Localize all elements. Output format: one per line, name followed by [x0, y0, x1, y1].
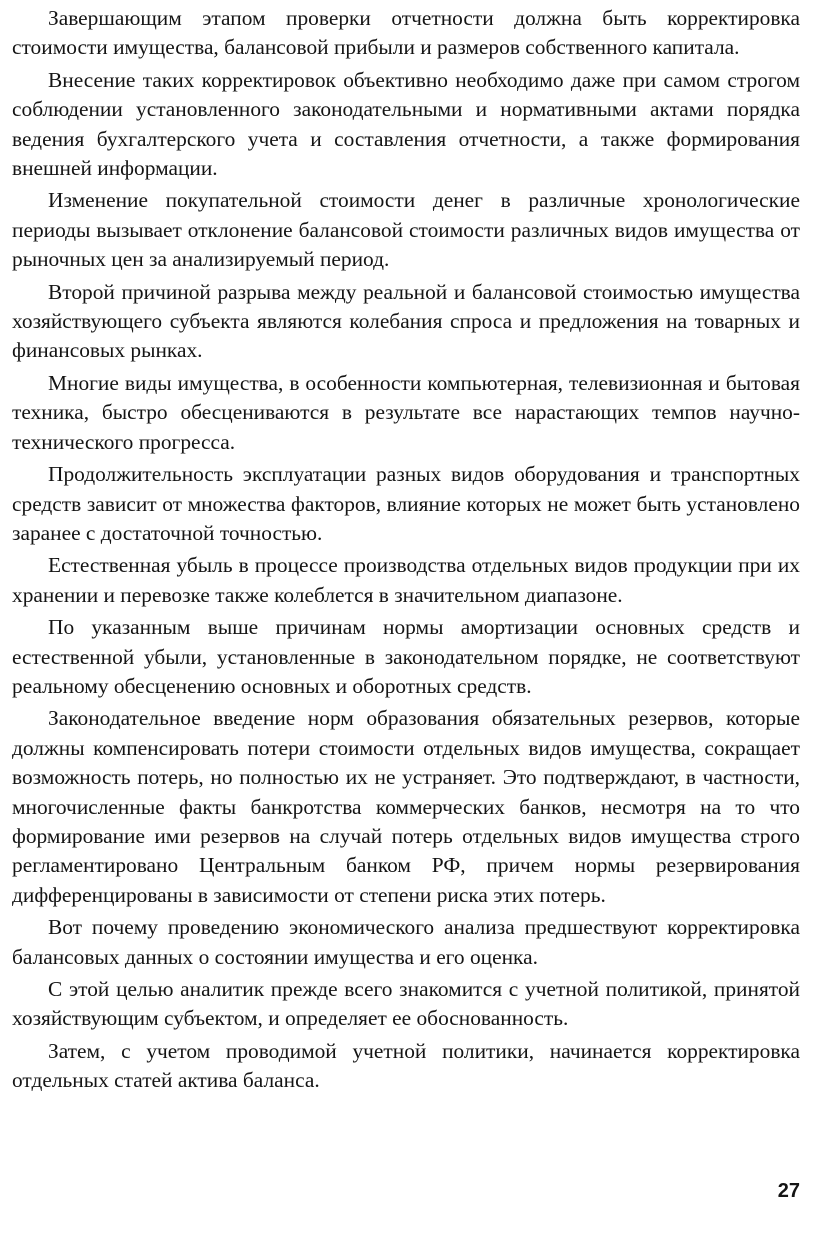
page-number: 27	[777, 1180, 800, 1202]
paragraph-natural-loss: Естественная убыль в процессе производства отдельных видов продукции при их хранении и перевозке также колеблется в значительном диапазоне.	[12, 553, 800, 607]
paragraph-amortization-norms: По указанным выше причинам нормы амортизации основных средств и естественной убыли, установленные в законодательном порядке, не соответствуют реальному обесценению основных и оборотных средств.	[12, 615, 800, 698]
paragraph-purchasing-power: Изменение покупательной стоимости денег в различные хронологические периоды вызывает отклонение балансовой стоимости различных видов имущества от рыночных цен за анализируемый период.	[12, 188, 800, 272]
paragraph-balance-correction: Завершающим этапом проверки отчетности должна быть корректировка стоимости имущества, балансовой прибыли и размеров собственного капитала.	[12, 6, 800, 60]
paragraph-adjustment-necessity: Внесение таких корректировок объективно необходимо даже при самом строгом соблюдении установленного законодательными и нормативными актами порядка ведения бухгалтерского учета и составления отчетности, а также формирования внешней информации.	[12, 67, 800, 181]
paragraph-analysis-precedence: Вот почему проведению экономического анализа предшествуют корректировка балансовых данных о состоянии имущества и его оценка.	[12, 915, 800, 969]
paragraph-technology-depreciation: Многие виды имущества, в особенности компьютерная, телевизионная и бытовая техника, быстро обесцениваются в результате все нарастающих темпов научно-технического прогресса.	[12, 370, 800, 454]
document-body	[12, 4, 800, 1099]
paragraph-asset-correction: Затем, с учетом проводимой учетной политики, начинается корректировка отдельных статей актива баланса.	[12, 1038, 800, 1093]
paragraph-supply-demand: Второй причиной разрыва между реальной и балансовой стоимостью имущества хозяйствующего субъекта являются колебания спроса и предложения на товарных и финансовых рынках.	[12, 279, 800, 363]
paragraph-accounting-policy: С этой целью аналитик прежде всего знакомится с учетной политикой, принятой хозяйствующим субъектом, и определяет ее обоснованность.	[12, 977, 800, 1031]
paragraph-equipment-lifetime: Продолжительность эксплуатации разных видов оборудования и транспортных средств зависит от множества факторов, влияние которых не может быть установлено заранее с достаточной точностью.	[12, 462, 800, 545]
paragraph-mandatory-reserves: Законодательное введение норм образования обязательных резервов, которые должны компенсировать потери стоимости отдельных видов имущества, сокращает возможность потерь, но полностью их не устраняет. Это подтверждают, в частности, многочисленные факты банкротства коммерческих банков, несмотря на то что формирование ими резервов на случай потерь отдельных видов имущества строго регламентировано Центральным банком РФ, причем нормы резервирования дифференцированы в зависимости от степени риска этих потерь.	[12, 706, 800, 907]
